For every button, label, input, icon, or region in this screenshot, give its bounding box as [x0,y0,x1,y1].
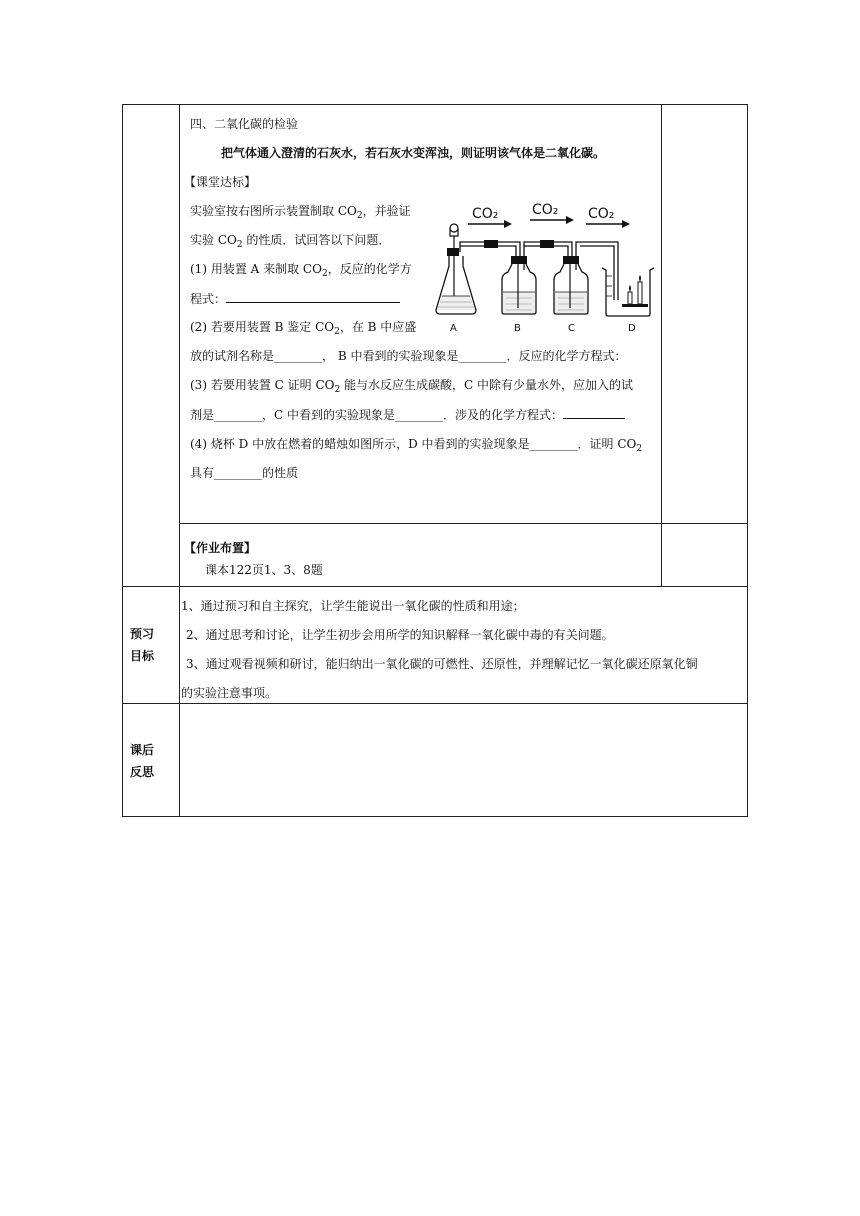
answer-blank [226,290,400,303]
apparatus-diagram [432,200,660,336]
arrow-cd [586,206,630,228]
bottle-b [498,240,554,334]
bold-statement: 把气体通入澄清的石灰水，若石灰水变浑浊，则证明该气体是二氧化碳。 [221,146,606,160]
table-border-left [122,104,123,817]
arrow-label-2: CO₂ [532,202,559,218]
table-border-top [122,104,748,105]
reflection-label-line-1: 课后 [130,743,155,757]
preview-label-line-2: 目标 [130,649,155,663]
class-target-header: 【课堂达标】 [184,175,257,189]
table-col-divider-2 [661,104,662,586]
preview-item-3-line-2: 的实验注意事项。 [181,686,278,700]
label-c: C [568,323,575,334]
homework-content: 课本122页1、3、8题 [205,563,323,577]
answer-blank [563,406,625,419]
arrow-label-1: CO₂ [472,206,499,222]
question-4-line-1: (4) 烧杯 D 中放在燃着的蜡烛如图所示，D 中看到的实验现象是________．证明 $CO_2$ [190,437,643,454]
question-2-line-2: 放的试剂名称是________， B 中看到的实验现象是________．反应的化学方程式： [190,349,627,363]
label-d: D [628,323,636,334]
flask-a [436,224,498,334]
label-b: B [514,323,521,334]
table-border-bottom [122,816,748,817]
arrow-label-3: CO₂ [588,206,615,222]
intro-line-1: 实验室按右图所示装置制取 $CO_2$，并验证 [190,204,411,221]
question-1-line-1: (1) 用装置 A 来制取 $CO_2$，反应的化学方 [190,262,412,279]
question-2-line-1: (2) 若要用装置 B 鉴定 $CO_2$，在 B 中应盛 [190,320,417,337]
question-3-line-1: (3) 若要用装置 C 证明 $CO_2$ 能与水反应生成碳酸，C 中除有少量水外，应加入的试 [190,378,634,395]
table-border-right [747,104,748,817]
preview-item-3-line-1: 3、通过观看视频和研讨，能归纳出一氧化碳的可燃性、还原性，并理解记忆一氧化碳还原氧化铜 [186,657,698,671]
question-3-line-2: 剂是________，C 中看到的实验现象是________．涉及的化学方程式： [190,406,625,423]
preview-label-line-1: 预习 [130,627,155,641]
table-row-divider-1 [122,586,748,587]
beaker-d [602,268,654,334]
reflection-label-line-2: 反思 [130,765,155,779]
intro-line-2: 实验 $CO_2$ 的性质．试回答以下问题． [190,233,391,250]
table-row-divider-inner [179,523,748,524]
homework-header: 【作业布置】 [184,541,257,555]
preview-item-1: 1、通过预习和自主探究，让学生能说出一氧化碳的性质和用途； [181,599,525,613]
arrow-ab [468,206,512,228]
preview-item-2: 2、通过思考和讨论，让学生初步会用所学的知识解释一氧化碳中毒的有关问题。 [186,628,614,642]
question-1-line-2: 程式： [190,290,400,307]
table-row-divider-2 [122,703,748,704]
label-a: A [450,323,457,334]
table-col-divider-1 [179,104,180,817]
bottle-c [554,242,618,334]
section-heading: 四、二氧化碳的检验 [190,117,299,131]
question-4-line-2: 具有________的性质 [190,466,299,480]
arrow-bc [530,202,574,224]
